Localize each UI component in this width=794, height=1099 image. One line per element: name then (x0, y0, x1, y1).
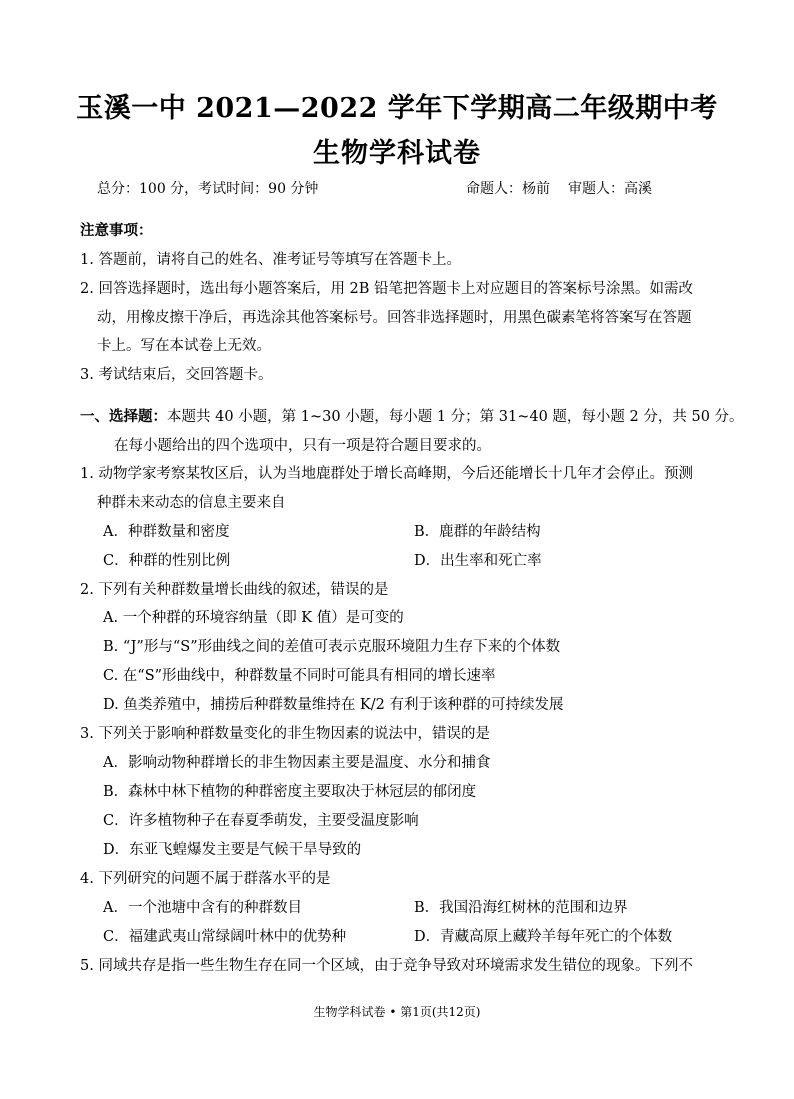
notice-item-2-line-3: 卡上。写在本试卷上无效。 (97, 338, 271, 354)
question-2-option-c: C. 在“S”形曲线中，种群数量不同时可能具有相同的增长速率 (103, 668, 496, 684)
notice-item-1: 1. 答题前，请将自己的姓名、准考证号等填写在答题卡上。 (80, 252, 461, 268)
question-4-option-a: A．一个池塘中含有的种群数目 (103, 900, 302, 916)
reviewer: 审题人：高溪 (568, 181, 652, 197)
exam-authors (466, 178, 652, 198)
exam-score-time: 总分：100 分，考试时间：90 分钟 (97, 181, 319, 197)
question-3-stem: 3. 下列关于影响种群数量变化的非生物因素的说法中，错误的是 (80, 726, 490, 742)
question-3-option-b: B．森林中林下植物的种群密度主要取决于林冠层的郁闭度 (103, 784, 477, 800)
question-4-option-d: D．青藏高原上藏羚羊每年死亡的个体数 (414, 929, 673, 945)
author: 命题人：杨前 (466, 181, 550, 197)
question-2-stem: 2. 下列有关种群数量增长曲线的叙述，错误的是 (80, 582, 389, 598)
notice-heading: 注意事项： (80, 222, 153, 239)
question-1-option-d: D．出生率和死亡率 (414, 553, 542, 569)
question-1-stem-line-2: 种群未来动态的信息主要来自 (97, 495, 286, 511)
question-3-option-a: A．影响动物种群增长的非生物因素主要是温度、水分和捕食 (103, 755, 491, 771)
question-4-stem: 4. 下列研究的问题不属于群落水平的是 (80, 871, 331, 887)
section-heading-line (80, 405, 744, 426)
exam-subtitle: 生物学科试卷 (313, 138, 481, 169)
question-3-option-d: D．东亚飞蝗爆发主要是气候干旱导致的 (103, 842, 362, 858)
exam-title: 玉溪一中 2021—2022 学年下学期高二年级期中考 (76, 93, 718, 124)
question-2-option-d: D. 鱼类养殖中，捕捞后种群数量维持在 K/2 有利于该种群的可持续发展 (103, 697, 564, 713)
section-description-2: 在每小题给出的四个选项中，只有一项是符合题目要求的。 (114, 438, 491, 454)
question-2-option-b: B. “J”形与“S”形曲线之间的差值可表示克服环境阻力生存下来的个体数 (103, 639, 561, 655)
section-description: 本题共 40 小题，第 1~30 小题，每小题 1 分；第 31~40 题，每小题 2 分，共 50 分。 (167, 409, 744, 425)
question-1-option-c: C．种群的性别比例 (103, 553, 231, 569)
question-5-stem: 5. 同域共存是指一些生物生存在同一个区域，由于竞争导致对环境需求发生错位的现象。下列不 (80, 958, 693, 974)
question-1-option-b: B．鹿群的年龄结构 (414, 524, 541, 540)
notice-item-3: 3. 考试结束后，交回答题卡。 (80, 367, 273, 383)
question-1-stem-line-1: 1. 动物学家考察某牧区后，认为当地鹿群处于增长高峰期，今后还能增长十几年才会停止。预测 (80, 466, 693, 482)
notice-item-2-line-2: 动，用橡皮擦干净后，再选涂其他答案标号。回答非选择题时，用黑色碳素笔将答案写在答题 (97, 310, 692, 326)
page-footer: 生物学科试卷 • 第1页(共12页) (313, 1005, 481, 1019)
question-3-option-c: C．许多植物种子在春夏季萌发，主要受温度影响 (103, 813, 419, 829)
question-4-option-b: B．我国沿海红树林的范围和边界 (414, 900, 628, 916)
section-heading: 一、选择题： (80, 408, 167, 425)
question-2-option-a: A. 一个种群的环境容纳量（即 K 值）是可变的 (103, 610, 404, 626)
question-1-option-a: A．种群数量和密度 (103, 524, 230, 540)
question-4-option-c: C．福建武夷山常绿阔叶林中的优势种 (103, 929, 347, 945)
notice-item-2-line-1: 2. 回答选择题时，选出每小题答案后，用 2B 铅笔把答题卡上对应题目的答案标号涂黑。如需改 (80, 281, 694, 297)
